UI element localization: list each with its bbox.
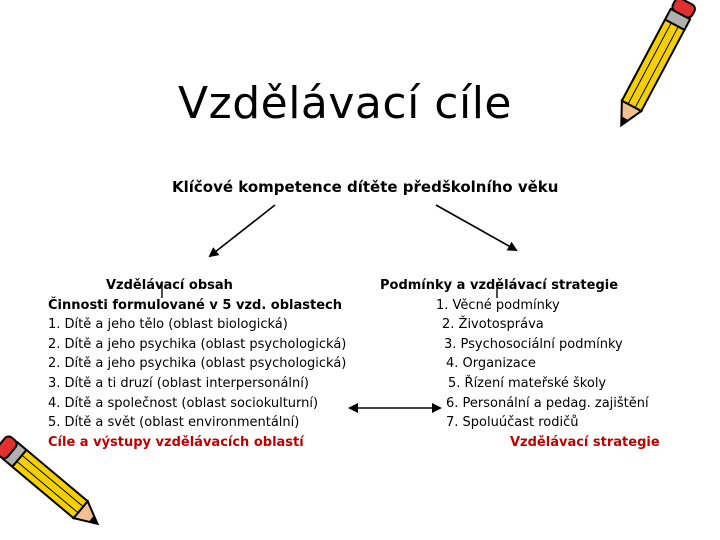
right-item: 7. Spoluúčast rodičů — [446, 415, 579, 431]
left-footer: Cíle a výstupy vzdělávacích oblastí — [48, 434, 304, 450]
pencil-icon-bottom-left — [0, 434, 105, 532]
left-item: 2. Dítě a jeho psychika (oblast psychologická) — [48, 356, 347, 372]
right-item: 5. Řízení mateřské školy — [448, 375, 607, 391]
subtitle: Klíčové kompetence dítěte předškolního věku — [172, 178, 559, 196]
right-heading: Podmínky a vzdělávací strategie — [380, 278, 619, 293]
right-item: 3. Psychosociální podmínky — [444, 336, 623, 352]
right-footer: Vzdělávací strategie — [510, 434, 660, 450]
slide-title: Vzdělávací cíle — [178, 78, 512, 129]
right-item: 1. Věcné podmínky — [436, 297, 560, 313]
arrow-left — [210, 205, 275, 256]
right-item: 6. Personální a pedag. zajištění — [446, 395, 649, 411]
left-item: 2. Dítě a jeho psychika (oblast psychologická) — [48, 336, 347, 352]
pencil-icon-top-right — [612, 0, 697, 131]
left-item: 3. Dítě a ti druzí (oblast interpersonální) — [48, 375, 309, 391]
left-subheading: Činnosti formulované v 5 vzd. oblastech — [48, 297, 342, 313]
right-item: 2. Životospráva — [442, 317, 544, 333]
left-item: 5. Dítě a svět (oblast environmentální) — [48, 415, 300, 431]
left-item: 4. Dítě a společnost (oblast sociokulturní) — [48, 395, 319, 411]
left-item: 1. Dítě a jeho tělo (oblast biologická) — [48, 317, 288, 333]
arrow-right — [436, 205, 516, 250]
right-item: 4. Organizace — [446, 356, 536, 372]
left-heading: Vzdělávací obsah — [106, 278, 233, 293]
